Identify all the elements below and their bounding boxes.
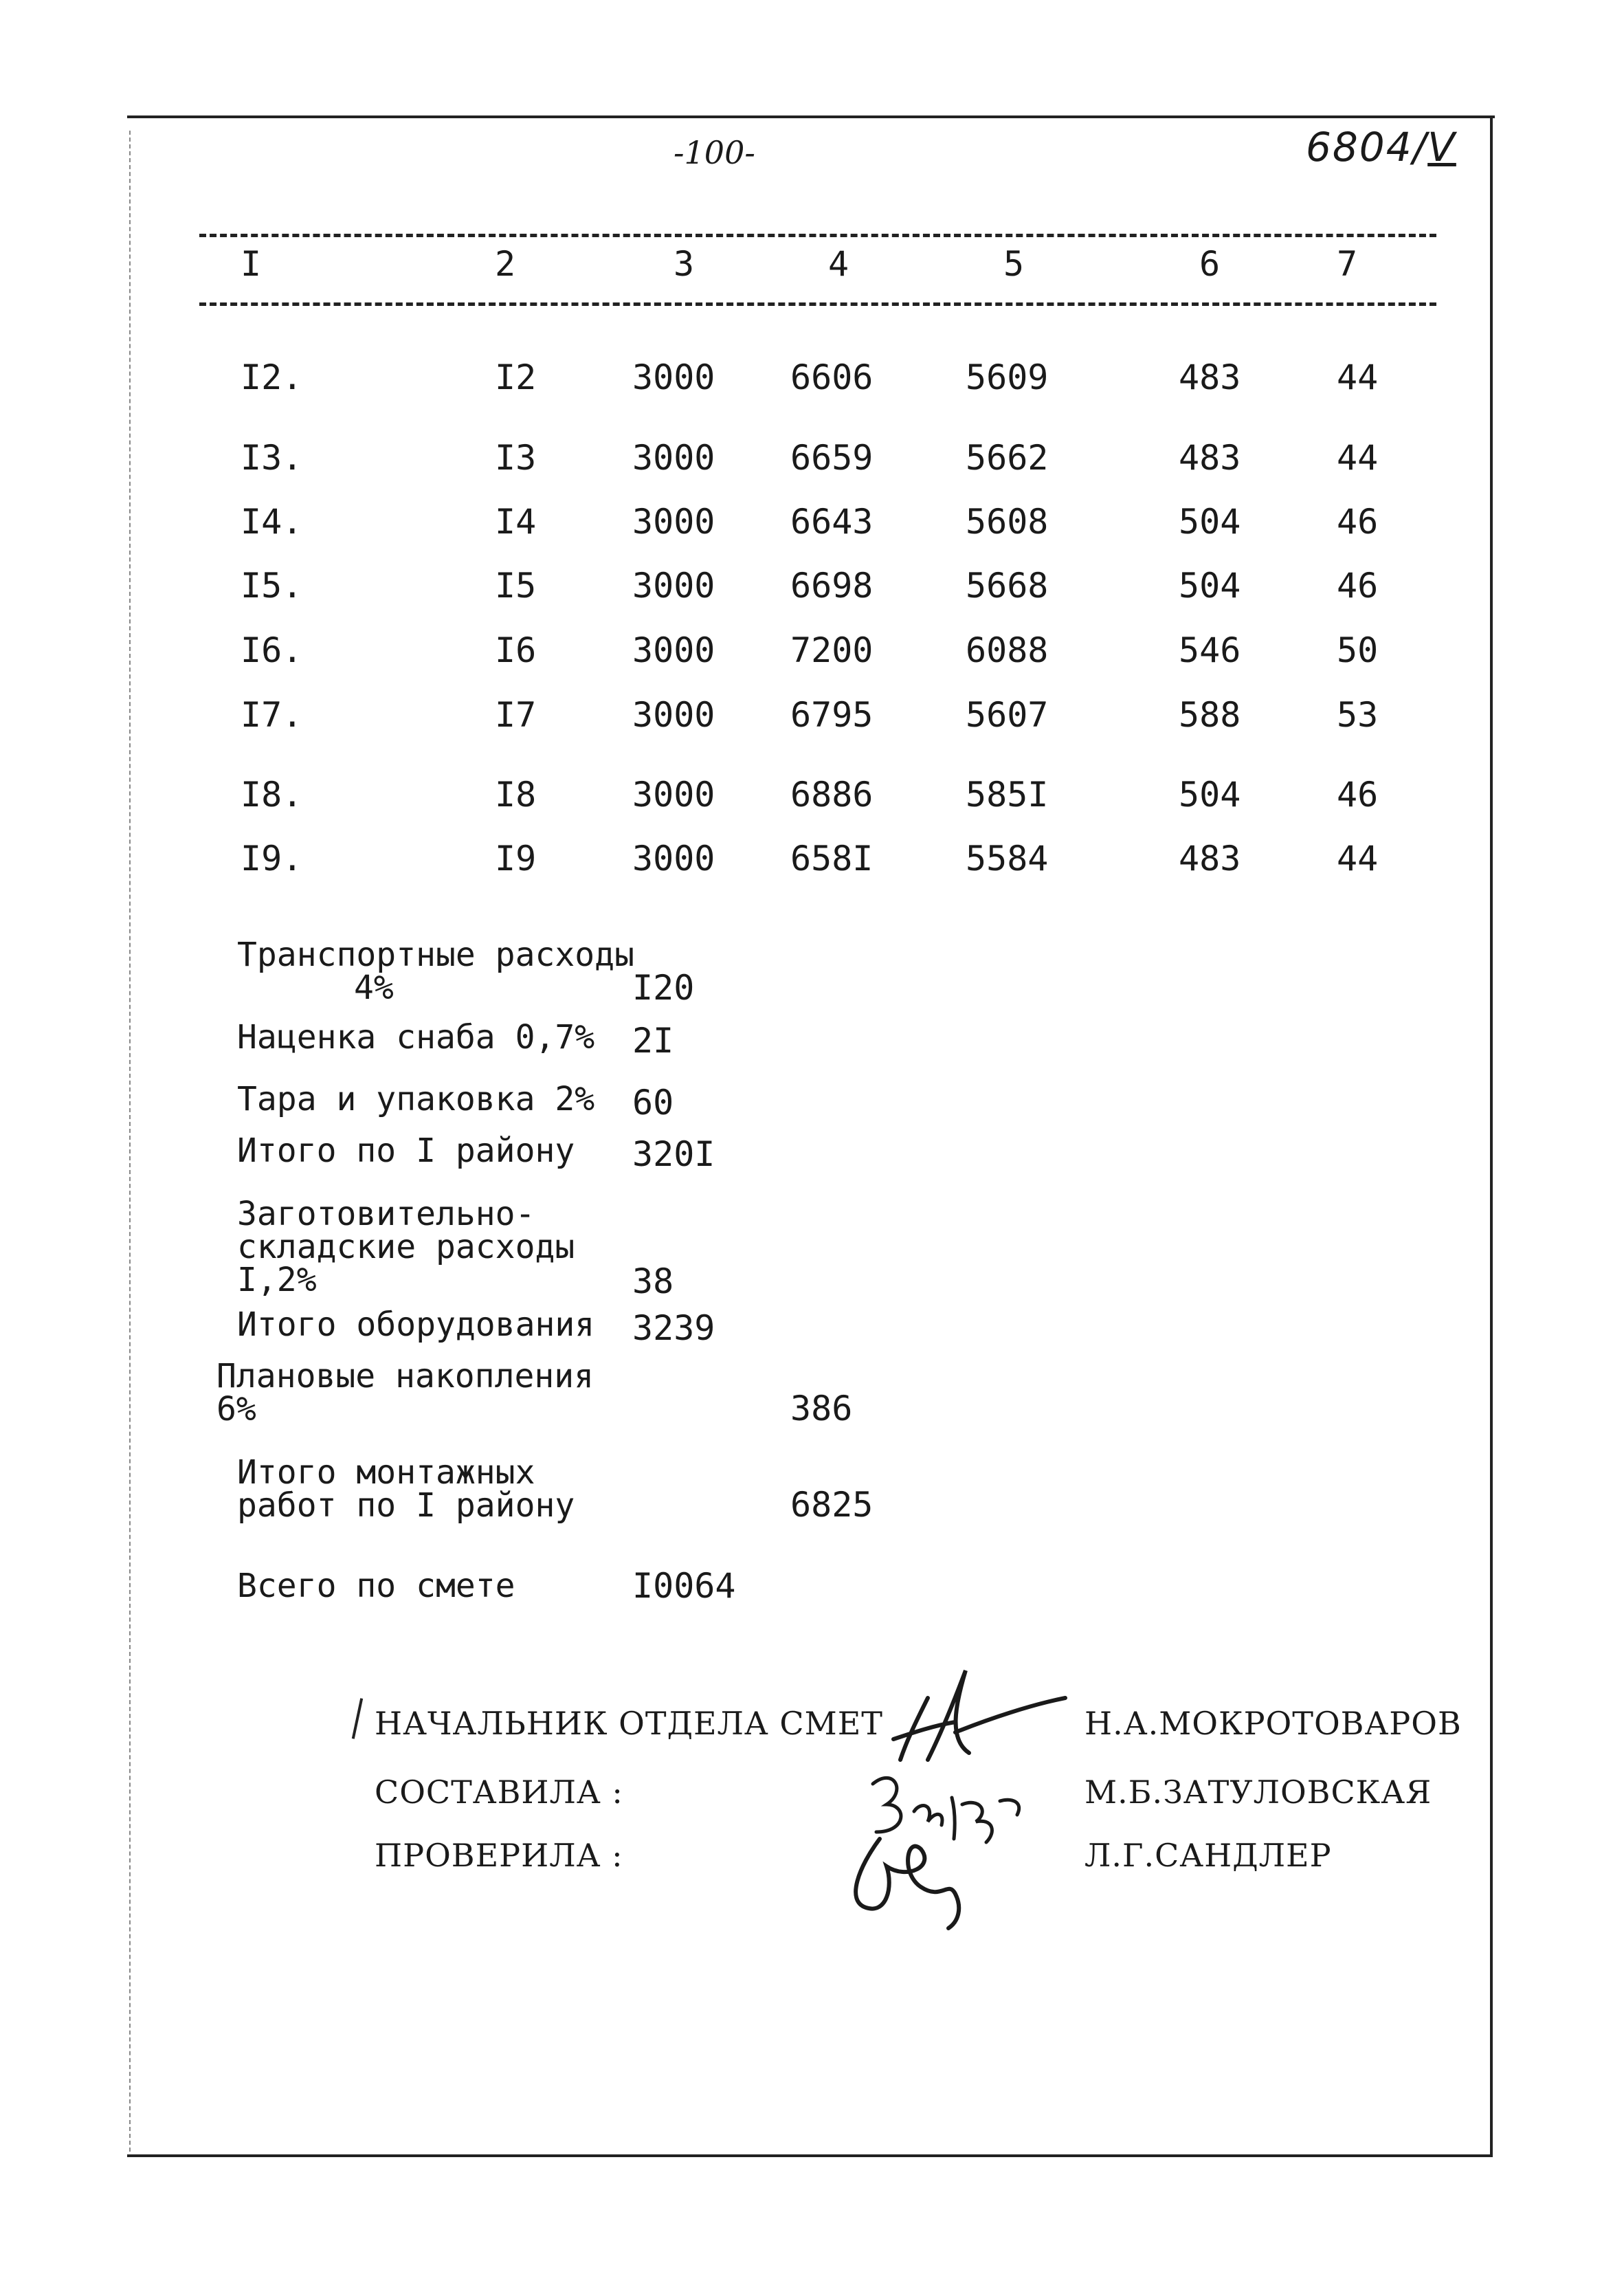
cell-col-4: 6795	[790, 695, 874, 735]
page-number: -100-	[674, 134, 755, 171]
markup-label: Наценка снаба 0,7%	[237, 1018, 595, 1057]
table-row	[0, 357, 1624, 406]
cell-col-5: 6088	[966, 630, 1049, 670]
table-row	[0, 695, 1624, 743]
cell-number: I2.	[241, 357, 303, 397]
cell-number: I8.	[241, 775, 303, 815]
equipment-total-value: 3239	[632, 1308, 715, 1348]
district-total-label: Итого по I району	[237, 1132, 575, 1170]
table-row	[0, 630, 1624, 678]
installation-label-line-1: Итого монтажных	[237, 1453, 535, 1492]
cell-col-2: I2	[495, 357, 537, 397]
cell-col-7: 44	[1337, 438, 1379, 478]
cell-col-4: 658I	[790, 839, 874, 879]
cell-col-4: 7200	[790, 630, 874, 670]
table-row	[0, 566, 1624, 614]
cell-col-6: 504	[1179, 775, 1241, 815]
header-col-4: 4	[828, 244, 849, 284]
planned-value: 386	[790, 1389, 853, 1428]
cell-col-3: 3000	[632, 357, 715, 397]
procurement-value: 38	[632, 1261, 674, 1301]
installation-value: 6825	[790, 1485, 874, 1525]
cell-col-5: 5609	[966, 357, 1049, 397]
transport-label-line-2: 4%	[354, 969, 394, 1007]
document-code	[1306, 124, 1456, 170]
cell-col-3: 3000	[632, 502, 715, 542]
cell-col-7: 50	[1337, 630, 1379, 670]
cell-col-6: 504	[1179, 566, 1241, 606]
cell-col-6: 546	[1179, 630, 1241, 670]
header-col-6: 6	[1199, 244, 1221, 284]
cell-col-4: 6606	[790, 357, 874, 397]
cell-number: I5.	[241, 566, 303, 606]
cell-col-3: 3000	[632, 695, 715, 735]
cell-col-4: 6659	[790, 438, 874, 478]
document-code-roman: V	[1427, 124, 1456, 170]
document-code-number: 6804/	[1306, 124, 1428, 170]
compiled-title: СОСТАВИЛА :	[375, 1774, 623, 1811]
cell-col-5: 585I	[966, 775, 1049, 815]
page-frame-left	[129, 131, 131, 2152]
cell-number: I7.	[241, 695, 303, 735]
head-signature	[852, 1657, 1072, 1780]
cell-number: I6.	[241, 630, 303, 670]
procurement-label	[237, 1195, 575, 1299]
grand-total-value: I0064	[632, 1566, 736, 1606]
grand-total-label: Всего по смете	[237, 1567, 515, 1605]
table-top-rule	[199, 234, 1436, 237]
cell-col-3: 3000	[632, 839, 715, 879]
cell-col-7: 46	[1337, 775, 1379, 815]
head-name: Н.А.МОКРОТОВАРОВ	[1084, 1705, 1462, 1742]
cell-col-6: 483	[1179, 438, 1241, 478]
cell-col-7: 46	[1337, 502, 1379, 542]
planned-label	[216, 1357, 594, 1428]
cell-col-6: 588	[1179, 695, 1241, 735]
table-header-rule	[199, 302, 1436, 306]
cell-col-4: 6643	[790, 502, 874, 542]
cell-col-5: 5668	[966, 566, 1049, 606]
equipment-total-label: Итого оборудования	[237, 1305, 595, 1344]
district-total-value: 320I	[632, 1134, 715, 1174]
table-row	[0, 438, 1624, 486]
table-row	[0, 502, 1624, 550]
page-frame-top	[127, 115, 1495, 118]
cell-col-5: 5607	[966, 695, 1049, 735]
cell-col-5: 5584	[966, 839, 1049, 879]
cell-col-5: 5608	[966, 502, 1049, 542]
cell-col-6: 483	[1179, 357, 1241, 397]
transport-label-line-1: Транспортные расходы	[237, 936, 634, 974]
cell-col-6: 483	[1179, 839, 1241, 879]
cell-col-2: I9	[495, 839, 537, 879]
table-row	[0, 839, 1624, 887]
transport-value: I20	[632, 968, 695, 1008]
cell-col-7: 46	[1337, 566, 1379, 606]
cell-col-2: I6	[495, 630, 537, 670]
head-title: НАЧАЛЬНИК ОТДЕЛА СМЕТ	[375, 1705, 883, 1742]
cell-col-4: 6698	[790, 566, 874, 606]
checked-title: ПРОВЕРИЛА :	[375, 1837, 623, 1874]
cell-col-2: I8	[495, 775, 537, 815]
procurement-label-line-3: I,2%	[237, 1261, 317, 1299]
cell-col-2: I3	[495, 438, 537, 478]
head-mark-stroke	[352, 1698, 363, 1739]
cell-col-3: 3000	[632, 438, 715, 478]
procurement-label-line-2: складские расходы	[237, 1228, 575, 1266]
header-col-2: 2	[495, 244, 516, 284]
cell-col-2: I4	[495, 502, 537, 542]
checked-signature	[838, 1825, 1017, 1935]
cell-col-2: I7	[495, 695, 537, 735]
header-col-7: 7	[1337, 244, 1358, 284]
cell-col-2: I5	[495, 566, 537, 606]
planned-label-line-1: Плановые накопления	[216, 1357, 594, 1395]
transport-label	[237, 936, 634, 1007]
header-col-1: I	[241, 244, 262, 284]
cell-col-7: 44	[1337, 357, 1379, 397]
checked-name: Л.Г.САНДЛЕР	[1084, 1837, 1332, 1874]
page-frame-right	[1490, 118, 1493, 2157]
markup-value: 2I	[632, 1021, 674, 1061]
cell-col-6: 504	[1179, 502, 1241, 542]
table-header-row	[0, 244, 1624, 292]
compiled-name: М.Б.ЗАТУЛОВСКАЯ	[1084, 1774, 1432, 1811]
cell-number: I9.	[241, 839, 303, 879]
cell-col-5: 5662	[966, 438, 1049, 478]
header-col-5: 5	[1003, 244, 1025, 284]
packaging-value: 60	[632, 1083, 674, 1123]
cell-number: I3.	[241, 438, 303, 478]
table-row	[0, 775, 1624, 823]
cell-col-3: 3000	[632, 630, 715, 670]
header-col-3: 3	[674, 244, 695, 284]
page-frame-bottom	[127, 2154, 1493, 2157]
procurement-label-line-1: Заготовительно-	[237, 1195, 535, 1233]
cell-number: I4.	[241, 502, 303, 542]
planned-label-line-2: 6%	[216, 1390, 256, 1428]
installation-label-line-2: работ по I району	[237, 1486, 575, 1525]
cell-col-3: 3000	[632, 566, 715, 606]
cell-col-7: 53	[1337, 695, 1379, 735]
cell-col-3: 3000	[632, 775, 715, 815]
packaging-label: Тара и упаковка 2%	[237, 1080, 595, 1118]
cell-col-7: 44	[1337, 839, 1379, 879]
installation-label	[237, 1453, 575, 1525]
cell-col-4: 6886	[790, 775, 874, 815]
